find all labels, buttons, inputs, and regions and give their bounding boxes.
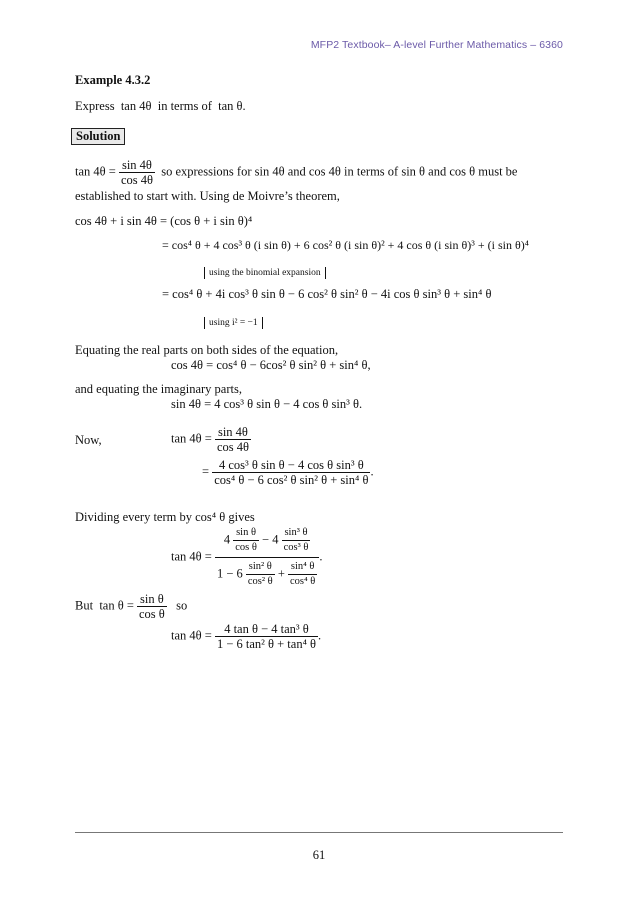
but-line bbox=[75, 592, 187, 621]
note-binomial-text: using the binomial expansion bbox=[204, 267, 326, 279]
fraction-numerator: sin 4θ bbox=[215, 425, 251, 440]
real-parts-text: Equating the real parts on both sides of the equation, bbox=[75, 343, 339, 357]
example-title: Example 4.3.2 bbox=[75, 73, 151, 87]
running-header: MFP2 Textbook– A-level Further Mathematics – 6360 bbox=[310, 39, 563, 51]
compound-fraction-equation bbox=[171, 526, 322, 589]
solution-line-2: established to start with. Using de Moivre’s theorem, bbox=[75, 189, 340, 203]
num-op: − 4 bbox=[262, 532, 279, 547]
fraction-numerator: sin² θ bbox=[246, 560, 275, 575]
text-b: in terms of bbox=[344, 164, 399, 179]
footer-divider bbox=[75, 832, 563, 833]
now-equation-2 bbox=[202, 458, 374, 487]
fraction-denominator: cos θ bbox=[139, 607, 165, 621]
but-so: so bbox=[176, 598, 188, 613]
text-and-2: and bbox=[428, 164, 447, 179]
prompt-end: . bbox=[242, 99, 246, 113]
tan4-lhs: tan 4θ = bbox=[75, 164, 116, 179]
imag-parts-text: and equating the imaginary parts, bbox=[75, 382, 242, 396]
prompt-expr2: tan θ bbox=[218, 99, 243, 113]
solution-label: Solution bbox=[71, 128, 125, 145]
sin4-over-cos4-fraction bbox=[215, 425, 251, 454]
final-equation bbox=[171, 622, 321, 651]
now-end: . bbox=[370, 464, 374, 479]
but-fraction bbox=[137, 592, 167, 621]
dividing-gives: gives bbox=[228, 510, 255, 524]
fraction-denominator: cos⁴ θ − 6 cos² θ sin² θ + sin⁴ θ bbox=[214, 473, 369, 487]
prompt-lead: Express bbox=[75, 99, 115, 113]
now-label: Now, bbox=[75, 433, 102, 447]
real-parts-equation: cos 4θ = cos⁴ θ − 6cos² θ sin² θ + sin⁴ θ, bbox=[171, 358, 371, 372]
num-frac-1 bbox=[233, 526, 259, 555]
but-lead: But bbox=[75, 598, 94, 613]
compound-lhs: tan 4θ = bbox=[171, 549, 212, 564]
de-moivre-line-2: = cos⁴ θ + 4 cos³ θ (i sin θ) + 6 cos² θ (i sin θ)² + 4 cos θ (i sin θ)³ + (i sin θ)⁴ bbox=[162, 238, 529, 252]
final-lhs: tan 4θ = bbox=[171, 628, 212, 643]
fraction-denominator: cos 4θ bbox=[120, 173, 153, 187]
fraction-denominator: cos⁴ θ bbox=[290, 576, 316, 587]
prompt-mid: in terms of bbox=[157, 99, 212, 113]
fraction-denominator: 1 − 6 tan² θ + tan⁴ θ bbox=[216, 637, 317, 651]
note-i-squared-text: using i² = −1 bbox=[204, 317, 263, 329]
de-moivre-line-1: cos 4θ + i sin 4θ = (cos θ + i sin θ)⁴ bbox=[75, 214, 253, 228]
compound-denominator bbox=[215, 558, 319, 589]
compound-end: . bbox=[319, 549, 323, 564]
page-number: 61 bbox=[312, 848, 326, 862]
fraction-denominator: cos² θ bbox=[247, 576, 273, 587]
expanded-fraction bbox=[212, 458, 370, 487]
note-binomial bbox=[204, 262, 326, 280]
expr-cos: cos θ bbox=[449, 164, 476, 179]
solution-line-1 bbox=[75, 158, 517, 187]
prompt-expr: tan 4θ bbox=[120, 99, 152, 113]
fraction-denominator: cos 4θ bbox=[216, 440, 249, 454]
expr-sin: sin θ bbox=[401, 164, 426, 179]
fraction-numerator: sin⁴ θ bbox=[288, 560, 317, 575]
den-coef: 1 − 6 bbox=[216, 566, 243, 581]
note-i-squared bbox=[204, 312, 263, 330]
final-fraction bbox=[215, 622, 318, 651]
fraction-numerator: 4 tan θ − 4 tan³ θ bbox=[215, 622, 318, 637]
now-equation-1 bbox=[171, 425, 251, 454]
fraction-numerator: sin 4θ bbox=[119, 158, 155, 173]
but-lhs: tan θ = bbox=[99, 598, 134, 613]
compound-numerator bbox=[215, 526, 319, 558]
den-op: + bbox=[277, 566, 285, 581]
text-a: so expressions for bbox=[161, 164, 252, 179]
dividing-text bbox=[75, 510, 255, 525]
now-eq-sign: = bbox=[202, 464, 210, 479]
final-end: . bbox=[318, 628, 322, 643]
fraction-numerator: sin³ θ bbox=[282, 526, 311, 541]
compound-fraction bbox=[215, 526, 319, 589]
den-frac-2 bbox=[288, 560, 317, 589]
expr-sin4: sin 4θ bbox=[254, 164, 285, 179]
fraction-denominator: cos θ bbox=[235, 542, 257, 553]
fraction-numerator: sin θ bbox=[137, 592, 167, 607]
num-coef: 4 bbox=[223, 532, 231, 547]
text-c: must be bbox=[478, 164, 518, 179]
sin-over-cos-fraction bbox=[119, 158, 155, 187]
den-frac-1 bbox=[246, 560, 275, 589]
num-frac-2 bbox=[282, 526, 311, 555]
fraction-numerator: 4 cos³ θ sin θ − 4 cos θ sin³ θ bbox=[212, 458, 370, 473]
imag-parts-equation: sin 4θ = 4 cos³ θ sin θ − 4 cos θ sin³ θ. bbox=[171, 397, 363, 411]
now-lhs: tan 4θ = bbox=[171, 431, 212, 446]
example-prompt bbox=[75, 99, 246, 114]
text-and-1: and bbox=[287, 164, 306, 179]
dividing-lead: Dividing every term by bbox=[75, 510, 192, 524]
expr-cos4: cos 4θ bbox=[308, 164, 341, 179]
fraction-denominator: cos³ θ bbox=[283, 542, 309, 553]
fraction-numerator: sin θ bbox=[233, 526, 259, 541]
de-moivre-line-3: = cos⁴ θ + 4i cos³ θ sin θ − 6 cos² θ sin² θ − 4i cos θ sin³ θ + sin⁴ θ bbox=[162, 287, 492, 301]
dividing-expr: cos⁴ θ bbox=[195, 510, 226, 524]
